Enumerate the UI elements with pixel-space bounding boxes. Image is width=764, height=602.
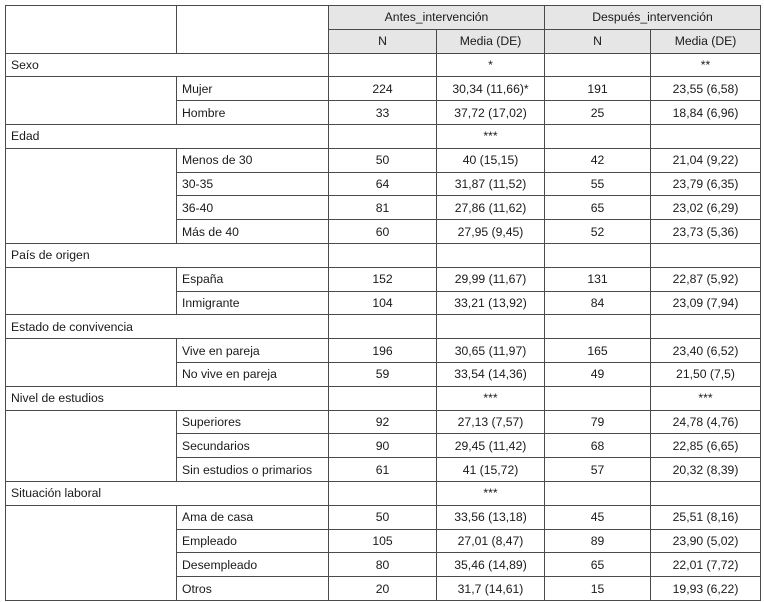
before-n-value: 81 xyxy=(329,196,437,220)
after-mean-value: 18,84 (6,96) xyxy=(651,101,761,125)
after-mean-value: 23,09 (7,94) xyxy=(651,291,761,315)
after-mean-value: 23,73 (5,36) xyxy=(651,220,761,244)
after-n-value: 165 xyxy=(545,339,651,363)
corner-cell xyxy=(177,6,329,30)
after-n-value: 42 xyxy=(545,148,651,172)
before-significance: *** xyxy=(437,386,545,410)
group-header-row xyxy=(6,6,761,30)
category-label: No vive en pareja xyxy=(177,362,329,386)
after-n-value: 79 xyxy=(545,410,651,434)
category-label: Otros xyxy=(177,577,329,601)
before-significance xyxy=(437,315,545,339)
after-n-cell xyxy=(545,243,651,267)
before-mean-value: 27,95 (9,45) xyxy=(437,220,545,244)
before-n-value: 224 xyxy=(329,77,437,101)
after-n-value: 191 xyxy=(545,77,651,101)
section-label: Nivel de estudios xyxy=(6,386,329,410)
before-n-value: 90 xyxy=(329,434,437,458)
before-significance: *** xyxy=(437,124,545,148)
before-mean-value: 31,7 (14,61) xyxy=(437,577,545,601)
before-n-cell xyxy=(329,386,437,410)
after-mean-value: 21,04 (9,22) xyxy=(651,148,761,172)
after-mean-value: 22,85 (6,65) xyxy=(651,434,761,458)
before-n-value: 50 xyxy=(329,505,437,529)
after-mean-value: 23,40 (6,52) xyxy=(651,339,761,363)
after-significance xyxy=(651,124,761,148)
before-significance: * xyxy=(437,53,545,77)
section-header-row xyxy=(6,243,761,267)
section-label: Estado de convivencia xyxy=(6,315,329,339)
after-intervention-header: Después_intervención xyxy=(545,6,761,30)
before-n-value: 50 xyxy=(329,148,437,172)
after-n-value: 25 xyxy=(545,101,651,125)
after-mean-header: Media (DE) xyxy=(651,29,761,53)
table-row xyxy=(6,77,761,101)
after-n-cell xyxy=(545,53,651,77)
after-mean-value: 24,78 (4,76) xyxy=(651,410,761,434)
before-mean-value: 30,34 (11,66)* xyxy=(437,77,545,101)
section-spacer-cell xyxy=(6,267,177,315)
section-label: Edad xyxy=(6,124,329,148)
before-intervention-header: Antes_intervención xyxy=(329,6,545,30)
before-mean-value: 29,45 (11,42) xyxy=(437,434,545,458)
after-n-value: 57 xyxy=(545,458,651,482)
before-n-cell xyxy=(329,124,437,148)
before-mean-value: 33,21 (13,92) xyxy=(437,291,545,315)
after-n-value: 55 xyxy=(545,172,651,196)
section-spacer-cell xyxy=(6,77,177,125)
before-n-cell xyxy=(329,315,437,339)
after-mean-value: 19,93 (6,22) xyxy=(651,577,761,601)
before-mean-value: 30,65 (11,97) xyxy=(437,339,545,363)
section-spacer-cell xyxy=(6,505,177,600)
after-n-header: N xyxy=(545,29,651,53)
section-header-row xyxy=(6,124,761,148)
before-mean-value: 33,56 (13,18) xyxy=(437,505,545,529)
after-n-cell xyxy=(545,386,651,410)
after-n-cell xyxy=(545,481,651,505)
section-label: País de origen xyxy=(6,243,329,267)
category-label: Inmigrante xyxy=(177,291,329,315)
before-mean-value: 40 (15,15) xyxy=(437,148,545,172)
before-n-value: 59 xyxy=(329,362,437,386)
before-mean-value: 33,54 (14,36) xyxy=(437,362,545,386)
table-row xyxy=(6,339,761,363)
before-mean-value: 31,87 (11,52) xyxy=(437,172,545,196)
section-spacer-cell xyxy=(6,410,177,481)
category-label: Empleado xyxy=(177,529,329,553)
after-n-value: 131 xyxy=(545,267,651,291)
category-label: 30-35 xyxy=(177,172,329,196)
table-row xyxy=(6,148,761,172)
category-label: Más de 40 xyxy=(177,220,329,244)
before-mean-value: 41 (15,72) xyxy=(437,458,545,482)
before-n-value: 104 xyxy=(329,291,437,315)
category-label: España xyxy=(177,267,329,291)
after-mean-value: 23,90 (5,02) xyxy=(651,529,761,553)
corner-cell xyxy=(6,29,177,53)
after-mean-value: 23,55 (6,58) xyxy=(651,77,761,101)
before-n-value: 20 xyxy=(329,577,437,601)
before-significance xyxy=(437,243,545,267)
after-mean-value: 22,87 (5,92) xyxy=(651,267,761,291)
before-n-cell xyxy=(329,53,437,77)
section-label: Sexo xyxy=(6,53,329,77)
after-mean-value: 21,50 (7,5) xyxy=(651,362,761,386)
after-n-cell xyxy=(545,315,651,339)
after-n-value: 52 xyxy=(545,220,651,244)
corner-cell xyxy=(6,6,177,30)
after-n-value: 15 xyxy=(545,577,651,601)
after-mean-value: 23,79 (6,35) xyxy=(651,172,761,196)
after-mean-value: 23,02 (6,29) xyxy=(651,196,761,220)
results-table xyxy=(5,5,761,601)
category-label: Menos de 30 xyxy=(177,148,329,172)
section-header-row xyxy=(6,53,761,77)
after-mean-value: 20,32 (8,39) xyxy=(651,458,761,482)
before-significance: *** xyxy=(437,481,545,505)
before-n-value: 80 xyxy=(329,553,437,577)
after-mean-value: 25,51 (8,16) xyxy=(651,505,761,529)
after-mean-value: 22,01 (7,72) xyxy=(651,553,761,577)
before-n-value: 92 xyxy=(329,410,437,434)
before-n-value: 60 xyxy=(329,220,437,244)
after-n-value: 65 xyxy=(545,196,651,220)
section-header-row xyxy=(6,481,761,505)
before-n-value: 33 xyxy=(329,101,437,125)
after-n-value: 49 xyxy=(545,362,651,386)
before-n-value: 152 xyxy=(329,267,437,291)
category-label: Hombre xyxy=(177,101,329,125)
corner-cell xyxy=(177,29,329,53)
table-body xyxy=(6,6,761,601)
after-n-value: 68 xyxy=(545,434,651,458)
before-n-value: 61 xyxy=(329,458,437,482)
before-n-cell xyxy=(329,481,437,505)
section-header-row xyxy=(6,386,761,410)
before-mean-value: 27,01 (8,47) xyxy=(437,529,545,553)
before-n-value: 105 xyxy=(329,529,437,553)
after-significance: *** xyxy=(651,386,761,410)
category-label: Desempleado xyxy=(177,553,329,577)
before-n-value: 196 xyxy=(329,339,437,363)
after-n-value: 89 xyxy=(545,529,651,553)
table-row xyxy=(6,410,761,434)
before-mean-header: Media (DE) xyxy=(437,29,545,53)
category-label: Mujer xyxy=(177,77,329,101)
after-significance: ** xyxy=(651,53,761,77)
after-n-value: 45 xyxy=(545,505,651,529)
category-label: Sin estudios o primarios xyxy=(177,458,329,482)
before-mean-value: 27,13 (7,57) xyxy=(437,410,545,434)
before-mean-value: 35,46 (14,89) xyxy=(437,553,545,577)
category-label: Secundarios xyxy=(177,434,329,458)
after-significance xyxy=(651,243,761,267)
before-n-header: N xyxy=(329,29,437,53)
before-mean-value: 27,86 (11,62) xyxy=(437,196,545,220)
after-n-value: 84 xyxy=(545,291,651,315)
after-n-cell xyxy=(545,124,651,148)
before-n-cell xyxy=(329,243,437,267)
section-spacer-cell xyxy=(6,148,177,243)
section-label: Situación laboral xyxy=(6,481,329,505)
before-mean-value: 29,99 (11,67) xyxy=(437,267,545,291)
table-row xyxy=(6,505,761,529)
table-row xyxy=(6,267,761,291)
category-label: Ama de casa xyxy=(177,505,329,529)
category-label: Vive en pareja xyxy=(177,339,329,363)
before-n-value: 64 xyxy=(329,172,437,196)
after-significance xyxy=(651,481,761,505)
before-mean-value: 37,72 (17,02) xyxy=(437,101,545,125)
sub-header-row xyxy=(6,29,761,53)
category-label: Superiores xyxy=(177,410,329,434)
section-header-row xyxy=(6,315,761,339)
category-label: 36-40 xyxy=(177,196,329,220)
section-spacer-cell xyxy=(6,339,177,387)
after-n-value: 65 xyxy=(545,553,651,577)
after-significance xyxy=(651,315,761,339)
